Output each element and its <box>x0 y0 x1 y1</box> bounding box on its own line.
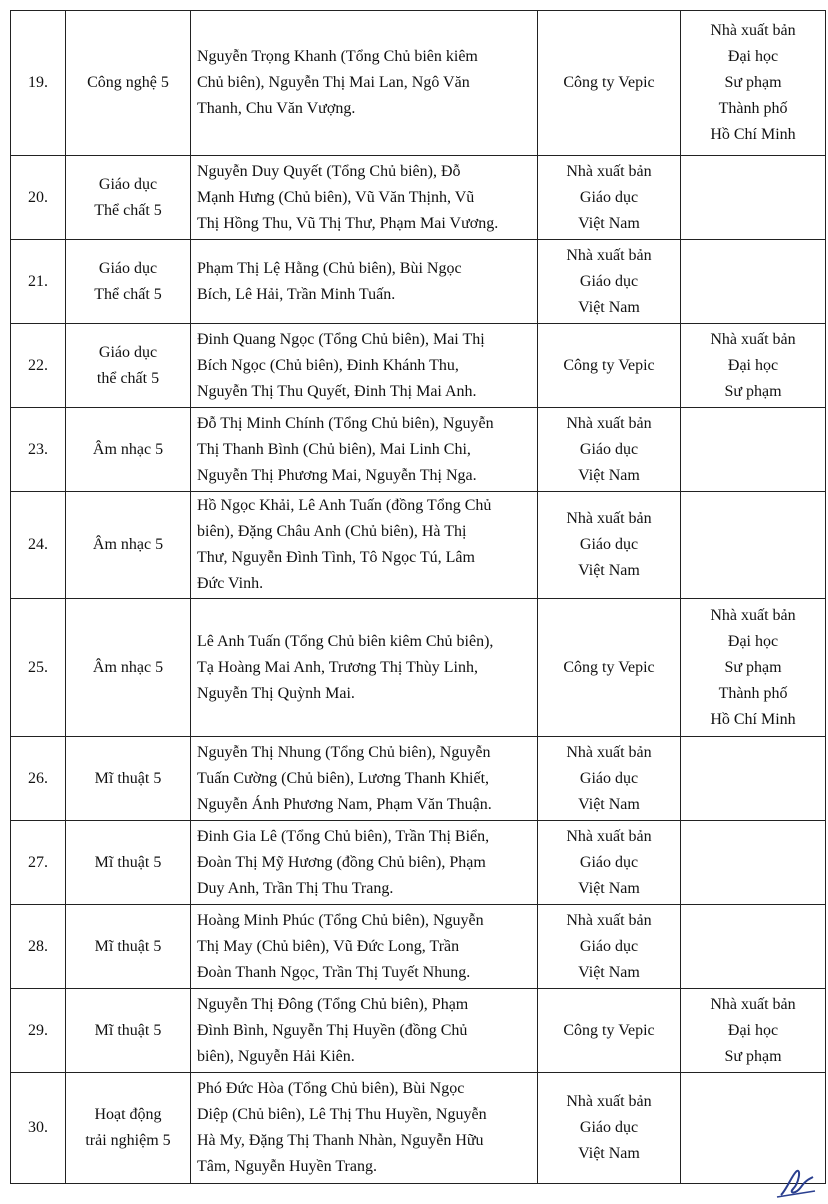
authors-cell-line: Nguyễn Thị Nhung (Tổng Chủ biên), Nguyễn <box>197 743 491 761</box>
publisher-cell <box>681 905 826 989</box>
subject-cell <box>66 737 191 821</box>
authors-cell-line: Hoàng Minh Phúc (Tổng Chủ biên), Nguyễn <box>197 911 484 929</box>
table-row <box>11 1073 826 1184</box>
publisher-cell-line: Đại học <box>727 356 779 374</box>
organization-cell <box>538 599 681 737</box>
organization-cell-line: Việt Nam <box>578 298 640 316</box>
organization-cell <box>538 11 681 156</box>
authors-cell-line: Thị Hồng Thu, Vũ Thị Thư, Phạm Mai Vương. <box>197 214 499 232</box>
authors-cell-line: Nguyễn Thị Đông (Tổng Chủ biên), Phạm <box>197 995 469 1013</box>
subject-cell-line: Thể chất 5 <box>94 201 162 219</box>
row-number: 22. <box>11 324 66 408</box>
organization-cell-line: Nhà xuất bản <box>566 827 652 845</box>
subject-cell-line: Âm nhạc 5 <box>92 658 164 676</box>
publisher-cell <box>681 11 826 156</box>
publisher-cell <box>681 240 826 324</box>
table-row <box>11 737 826 821</box>
authors-cell-line: Phó Đức Hòa (Tổng Chủ biên), Bùi Ngọc <box>197 1080 465 1097</box>
organization-cell <box>538 737 681 821</box>
authors-cell-line: Đinh Gia Lê (Tổng Chủ biên), Trần Thị Biển, <box>197 827 490 845</box>
organization-cell <box>538 989 681 1073</box>
organization-cell-line: Giáo dục <box>579 188 639 206</box>
publisher-cell-line: Đại học <box>727 632 779 650</box>
authors-cell-line: Nguyễn Thị Quỳnh Mai. <box>197 684 355 702</box>
authors-cell-line: Thị May (Chủ biên), Vũ Đức Long, Trần <box>197 937 460 955</box>
organization-cell-line: Việt Nam <box>578 795 640 813</box>
subject-cell <box>66 11 191 156</box>
subject-cell-line: Giáo dục <box>98 259 158 277</box>
authors-cell-line: Duy Anh, Trần Thị Thu Trang. <box>197 879 394 897</box>
row-number: 28. <box>11 905 66 989</box>
organization-cell-line: Giáo dục <box>579 853 639 871</box>
authors-cell-line: Thanh, Chu Văn Vượng. <box>197 100 356 117</box>
organization-cell-line: Nhà xuất bản <box>566 1093 652 1110</box>
row-number: 26. <box>11 737 66 821</box>
publisher-cell-line: Nhà xuất bản <box>710 995 796 1013</box>
organization-cell <box>538 1073 681 1184</box>
authors-cell-line: Diệp (Chủ biên), Lê Thị Thu Huyền, Nguyễn <box>197 1106 487 1123</box>
organization-cell-line: Việt Nam <box>578 214 640 232</box>
organization-cell-line: Nhà xuất bản <box>566 162 652 180</box>
authors-cell-line: Nguyễn Trọng Khanh (Tổng Chủ biên kiêm <box>197 48 478 65</box>
row-number: 25. <box>11 599 66 737</box>
authors-cell-line: Đỗ Thị Minh Chính (Tổng Chủ biên), Nguyễn <box>197 414 494 432</box>
publisher-cell-line: Hồ Chí Minh <box>710 710 796 728</box>
publisher-cell-line: Thành phố <box>718 100 788 117</box>
authors-cell-line: Hồ Ngọc Khải, Lê Anh Tuấn (đồng Tổng Chủ <box>197 497 492 514</box>
subject-cell-line: Âm nhạc 5 <box>92 536 164 553</box>
authors-cell <box>191 905 538 989</box>
signature-mark <box>775 1165 819 1201</box>
subject-cell <box>66 821 191 905</box>
authors-cell-line: Bích Ngọc (Chủ biên), Đinh Khánh Thu, <box>197 356 459 374</box>
organization-cell-line: Giáo dục <box>579 1119 639 1136</box>
authors-cell <box>191 240 538 324</box>
subject-cell <box>66 599 191 737</box>
publisher-cell-line: Nhà xuất bản <box>710 22 796 39</box>
organization-cell-line: Nhà xuất bản <box>566 246 652 264</box>
table-row <box>11 905 826 989</box>
subject-cell-line: trải nghiệm 5 <box>85 1132 171 1149</box>
subject-cell <box>66 989 191 1073</box>
authors-cell <box>191 156 538 240</box>
row-number: 23. <box>11 408 66 492</box>
table-row <box>11 492 826 599</box>
authors-cell <box>191 599 538 737</box>
authors-cell <box>191 11 538 156</box>
authors-cell-line: Phạm Thị Lệ Hằng (Chủ biên), Bùi Ngọc <box>197 259 462 277</box>
authors-cell-line: biên), Nguyễn Hải Kiên. <box>197 1047 355 1065</box>
table-row <box>11 989 826 1073</box>
organization-cell-line: Việt Nam <box>578 963 640 981</box>
subject-cell-line: Mĩ thuật 5 <box>94 937 162 955</box>
authors-cell-line: Nguyễn Thị Thu Quyết, Đinh Thị Mai Anh. <box>197 382 477 400</box>
table-row <box>11 156 826 240</box>
subject-cell-line: Giáo dục <box>98 175 158 193</box>
row-number: 19. <box>11 11 66 156</box>
publisher-cell-line: Thành phố <box>718 684 788 702</box>
authors-cell-line: Mạnh Hưng (Chủ biên), Vũ Văn Thịnh, Vũ <box>197 188 475 206</box>
publisher-cell <box>681 492 826 599</box>
table-row <box>11 11 826 156</box>
organization-cell <box>538 905 681 989</box>
table-row <box>11 240 826 324</box>
publisher-cell <box>681 156 826 240</box>
table-row <box>11 599 826 737</box>
row-number: 24. <box>11 492 66 599</box>
organization-cell-line: Nhà xuất bản <box>566 414 652 432</box>
row-number: 30. <box>11 1073 66 1184</box>
publisher-cell-line: Sư phạm <box>724 74 782 91</box>
table-row <box>11 821 826 905</box>
authors-cell-line: Tạ Hoàng Mai Anh, Trương Thị Thùy Linh, <box>197 658 478 676</box>
organization-cell-line: Việt Nam <box>578 879 640 897</box>
authors-cell-line: biên), Đặng Châu Anh (Chủ biên), Hà Thị <box>197 523 467 540</box>
organization-cell-line: Công ty Vepic <box>563 658 655 676</box>
publisher-cell-line: Đại học <box>727 1021 779 1039</box>
subject-cell-line: Mĩ thuật 5 <box>94 769 162 787</box>
authors-cell-line: Thị Thanh Bình (Chủ biên), Mai Linh Chi, <box>197 440 471 458</box>
publisher-cell <box>681 989 826 1073</box>
subject-cell <box>66 492 191 599</box>
subject-cell-line: Mĩ thuật 5 <box>94 1021 162 1039</box>
organization-cell-line: Việt Nam <box>578 466 640 484</box>
table-body <box>11 11 826 1184</box>
textbook-table <box>10 10 826 1184</box>
organization-cell-line: Công ty Vepic <box>563 1021 655 1039</box>
organization-cell-line: Giáo dục <box>579 536 639 553</box>
publisher-cell <box>681 599 826 737</box>
organization-cell <box>538 821 681 905</box>
authors-cell-line: Nguyễn Thị Phương Mai, Nguyễn Thị Nga. <box>197 466 477 484</box>
subject-cell-line: thể chất 5 <box>96 369 160 387</box>
organization-cell <box>538 492 681 599</box>
organization-cell <box>538 240 681 324</box>
organization-cell-line: Giáo dục <box>579 937 639 955</box>
row-number: 20. <box>11 156 66 240</box>
authors-cell <box>191 492 538 599</box>
publisher-cell <box>681 737 826 821</box>
subject-cell <box>66 408 191 492</box>
authors-cell-line: Đinh Quang Ngọc (Tổng Chủ biên), Mai Thị <box>197 330 485 348</box>
publisher-cell-line: Hồ Chí Minh <box>710 126 796 143</box>
publisher-cell <box>681 408 826 492</box>
authors-cell-line: Hà My, Đặng Thị Thanh Nhàn, Nguyễn Hữu <box>197 1132 484 1149</box>
subject-cell-line: Giáo dục <box>98 343 158 361</box>
organization-cell <box>538 324 681 408</box>
organization-cell-line: Việt Nam <box>578 1145 640 1162</box>
subject-cell-line: Hoạt động <box>94 1106 162 1123</box>
authors-cell-line: Lê Anh Tuấn (Tổng Chủ biên kiêm Chủ biên), <box>197 632 494 650</box>
table-row <box>11 408 826 492</box>
authors-cell-line: Đình Bình, Nguyễn Thị Huyền (đồng Chủ <box>197 1021 468 1039</box>
organization-cell <box>538 156 681 240</box>
publisher-cell <box>681 324 826 408</box>
subject-cell-line: Thể chất 5 <box>94 285 162 303</box>
organization-cell-line: Nhà xuất bản <box>566 911 652 929</box>
authors-cell <box>191 737 538 821</box>
subject-cell <box>66 1073 191 1184</box>
organization-cell-line: Nhà xuất bản <box>566 743 652 761</box>
subject-cell-line: Âm nhạc 5 <box>92 440 164 458</box>
authors-cell <box>191 408 538 492</box>
organization-cell-line: Công ty Vepic <box>563 74 655 91</box>
organization-cell-line: Nhà xuất bản <box>566 510 652 527</box>
authors-cell-line: Thư, Nguyễn Đình Tình, Tô Ngọc Tú, Lâm <box>197 549 475 566</box>
publisher-cell-line: Đại học <box>727 48 779 65</box>
subject-cell <box>66 240 191 324</box>
organization-cell-line: Giáo dục <box>579 272 639 290</box>
subject-cell <box>66 905 191 989</box>
publisher-cell-line: Nhà xuất bản <box>710 606 796 624</box>
subject-cell <box>66 324 191 408</box>
authors-cell <box>191 324 538 408</box>
authors-cell <box>191 1073 538 1184</box>
row-number: 29. <box>11 989 66 1073</box>
organization-cell-line: Giáo dục <box>579 769 639 787</box>
authors-cell-line: Nguyễn Duy Quyết (Tổng Chủ biên), Đỗ <box>197 162 461 180</box>
organization-cell-line: Công ty Vepic <box>563 356 655 374</box>
organization-cell-line: Việt Nam <box>578 562 640 579</box>
publisher-cell-line: Sư phạm <box>724 1047 782 1065</box>
row-number: 21. <box>11 240 66 324</box>
authors-cell-line: Chủ biên), Nguyễn Thị Mai Lan, Ngô Văn <box>197 74 470 91</box>
authors-cell-line: Nguyễn Ánh Phương Nam, Phạm Văn Thuận. <box>197 795 492 813</box>
publisher-cell-line: Sư phạm <box>724 658 782 676</box>
authors-cell <box>191 821 538 905</box>
organization-cell <box>538 408 681 492</box>
subject-cell-line: Mĩ thuật 5 <box>94 853 162 871</box>
authors-cell <box>191 989 538 1073</box>
publisher-cell-line: Nhà xuất bản <box>710 330 796 348</box>
authors-cell-line: Tuấn Cường (Chủ biên), Lương Thanh Khiết, <box>197 769 490 787</box>
authors-cell-line: Đoàn Thanh Ngọc, Trần Thị Tuyết Nhung. <box>197 963 471 981</box>
publisher-cell <box>681 821 826 905</box>
authors-cell-line: Bích, Lê Hải, Trần Minh Tuấn. <box>197 285 396 303</box>
row-number: 27. <box>11 821 66 905</box>
publisher-cell-line: Sư phạm <box>724 382 782 400</box>
authors-cell-line: Đức Vinh. <box>197 575 264 592</box>
organization-cell-line: Giáo dục <box>579 440 639 458</box>
subject-cell <box>66 156 191 240</box>
authors-cell-line: Tâm, Nguyễn Huyền Trang. <box>197 1158 377 1175</box>
table-row <box>11 324 826 408</box>
subject-cell-line: Công nghệ 5 <box>87 74 169 91</box>
authors-cell-line: Đoàn Thị Mỹ Hương (đồng Chủ biên), Phạm <box>197 853 486 871</box>
